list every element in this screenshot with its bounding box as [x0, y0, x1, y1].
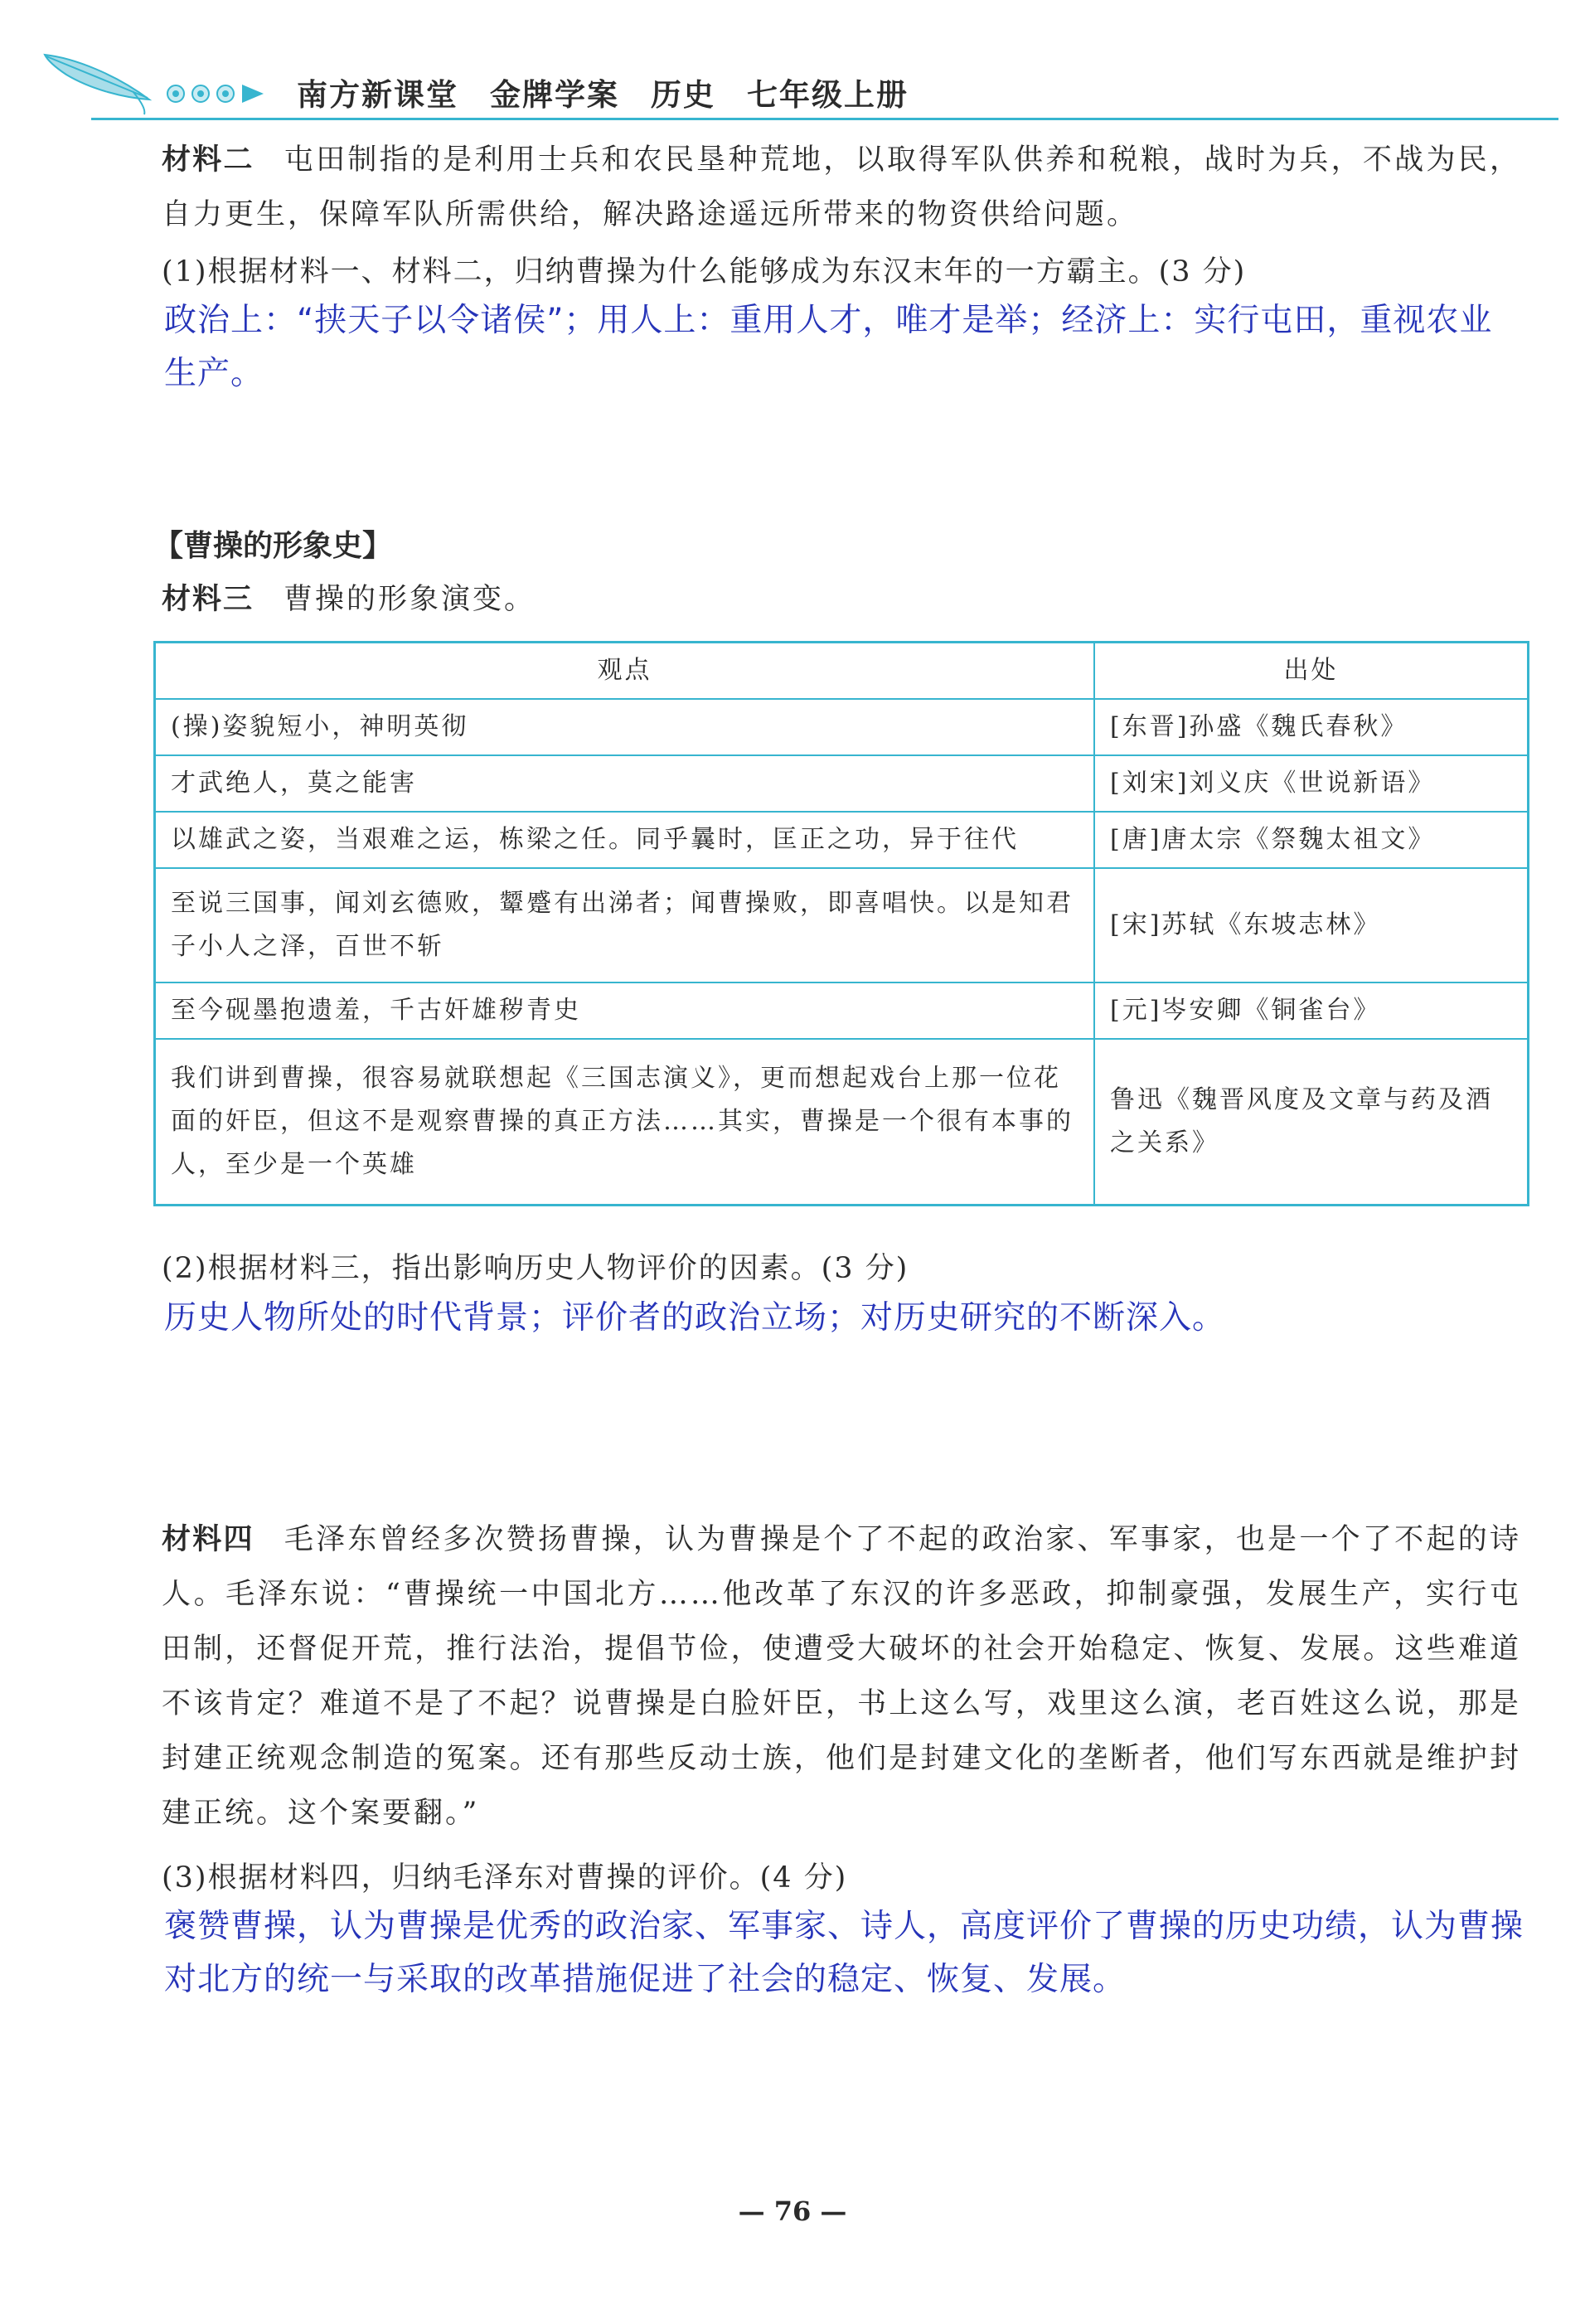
header-title	[297, 70, 940, 114]
material-4	[162, 1512, 1521, 1841]
header-dots-icon	[166, 81, 274, 106]
table-row	[155, 982, 1529, 1039]
page-header	[33, 50, 1558, 124]
table-row	[155, 755, 1529, 812]
answer-3: 褒赞曹操，认为曹操是优秀的政治家、军事家、诗人，高度评价了曹操的历史功绩，认为曹操对北方的统一与采取的改革措施促进了社会的稳定、恢复、发展。	[164, 1908, 1524, 1998]
table-cell-source: [元]岑安卿《铜雀台》	[1094, 982, 1529, 1039]
material-3-text: 曹操的形象演变。	[284, 583, 536, 616]
table-row	[155, 699, 1529, 755]
table-cell-view: 以雄武之姿，当艰难之运，栋梁之任。同乎曩时，匡正之功，异于往代	[155, 812, 1095, 868]
material-2-label: 材料二	[162, 143, 254, 177]
material-4-text: 毛泽东曾经多次赞扬曹操，认为曹操是个了不起的政治家、军事家，也是一个了不起的诗人。毛泽东说：“曹操统一中国北方……他改革了东汉的许多恶政，抑制豪强，发展生产，实行屯田制，还督促开荒，推行法治，提倡节俭，使遭受大破坏的社会开始稳定、恢复、发展。这些难道不该肯定？难道不是了不起？说曹操是白脸奸臣，书上这么写，戏里这么演，老百姓这么说，那是封建正统观念制造的冤案。还有那些反动士族，他们是封建文化的垄断者，他们写东西就是维护封建正统。这个案要翻。”	[162, 1523, 1521, 1830]
table-cell-view: 才武绝人，莫之能害	[155, 755, 1095, 812]
table-row	[155, 868, 1529, 982]
material-2	[162, 133, 1521, 242]
header-subject: 历史	[651, 77, 715, 113]
table-header-row	[155, 643, 1529, 700]
header-rule	[91, 118, 1558, 120]
table-cell-source: 鲁迅《魏晋风度及文章与药及酒之关系》	[1094, 1039, 1529, 1205]
feather-icon	[41, 50, 166, 116]
answer-2: 历史人物所处的时代背景；评价者的政治立场；对历史研究的不断深入。	[164, 1299, 1226, 1337]
table-cell-view: 我们讲到曹操，很容易就联想起《三国志演义》，更而想起戏台上那一位花面的奸臣，但这不是观察曹操的真正方法……其实，曹操是一个很有本事的人，至少是一个英雄	[155, 1039, 1095, 1205]
header-book: 金牌学案	[490, 77, 619, 113]
table-cell-view: 至今砚墨抱遗羞，千古奸雄秽青史	[155, 982, 1095, 1039]
table-cell-source: [宋]苏轼《东坡志林》	[1094, 868, 1529, 982]
section-title: 【曹操的形象史】	[153, 529, 393, 563]
material-3	[162, 572, 1521, 627]
table-cell-source: [唐]唐太宗《祭魏太祖文》	[1094, 812, 1529, 868]
answer-1: 政治上：“挟天子以令诸侯”；用人上：重用人才，唯才是举；经济上：实行屯田，重视农业生产。	[164, 302, 1493, 392]
page-number: — 76 —	[738, 2195, 847, 2227]
table-cell-source: [东晋]孙盛《魏氏春秋》	[1094, 699, 1529, 755]
table-cell-source: [刘宋]刘义庆《世说新语》	[1094, 755, 1529, 812]
table-cell-view: 至说三国事，闻刘玄德败，颦蹙有出涕者；闻曹操败，即喜唱快。以是知君子小人之泽，百世不斩	[155, 868, 1095, 982]
table-header-source: 出处	[1094, 643, 1529, 700]
question-2: (2)根据材料三，指出影响历史人物评价的因素。(3 分)	[162, 1252, 909, 1285]
table-row	[155, 812, 1529, 868]
table-cell-view: (操)姿貌短小，神明英彻	[155, 699, 1095, 755]
table-header-view: 观点	[155, 643, 1095, 700]
material-4-label: 材料四	[162, 1523, 254, 1556]
material-3-label: 材料三	[162, 583, 254, 616]
portrayal-table	[153, 641, 1529, 1206]
question-1: (1)根据材料一、材料二，归纳曹操为什么能够成为东汉末年的一方霸主。(3 分)	[162, 255, 1247, 289]
header-series: 南方新课堂	[297, 77, 458, 113]
header-grade: 七年级上册	[747, 77, 909, 113]
table-row	[155, 1039, 1529, 1205]
question-3: (3)根据材料四，归纳毛泽东对曹操的评价。(4 分)	[162, 1861, 848, 1895]
material-2-text: 屯田制指的是利用士兵和农民垦种荒地，以取得军队供养和税粮，战时为兵，不战为民，自力更生，保障军队所需供给，解决路途遥远所带来的物资供给问题。	[162, 143, 1521, 231]
